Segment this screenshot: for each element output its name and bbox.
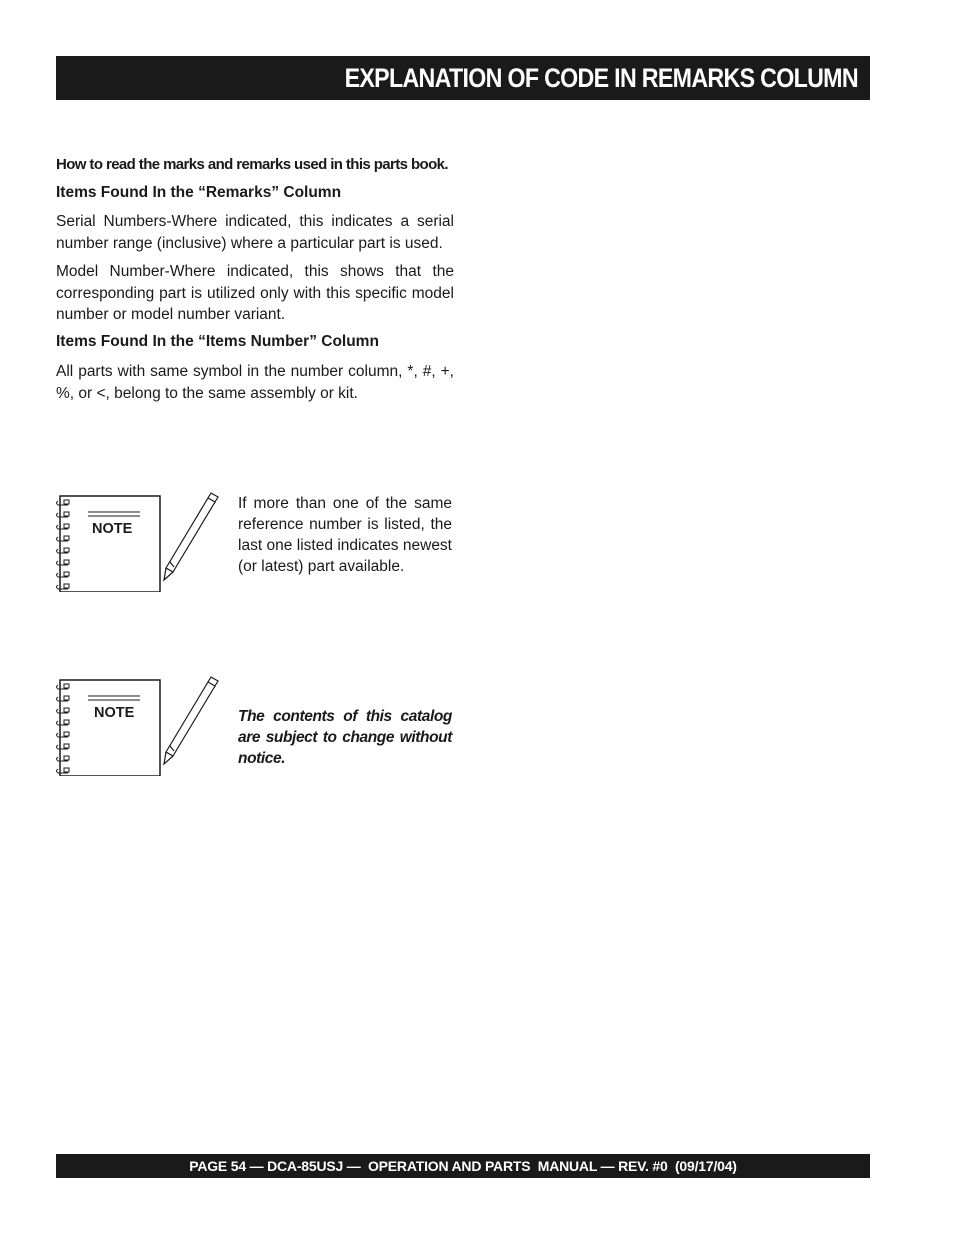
remarks-heading: Items Found In the “Remarks” Column	[56, 184, 342, 201]
note-label: NOTE	[94, 705, 135, 721]
symbols-paragraph: All parts with same symbol in the number column, *, #, +, %, or <, belong to the same assembly or kit.	[56, 363, 454, 402]
note-notepad-icon	[56, 492, 222, 592]
serial-numbers-paragraph: Serial Numbers-Where indicated, this indicates a serial number range (inclusive) where a particular part is used.	[56, 213, 454, 252]
page-title: EXPLANATION OF CODE IN REMARKS COLUMN	[344, 62, 858, 93]
note-text: The contents of this catalog are subject to change without notice.	[238, 708, 452, 767]
pencil-icon	[164, 493, 218, 580]
note-notepad-icon	[56, 676, 222, 776]
page-footer	[56, 1154, 870, 1178]
note-text: If more than one of the same reference number is listed, the last one listed indicates newest (or latest) part available.	[238, 495, 452, 575]
model-number-paragraph: Model Number-Where indicated, this shows that the corresponding part is utilized only with this specific model number or model number variant.	[56, 263, 454, 323]
items-number-heading: Items Found In the “Items Number” Column	[56, 333, 379, 350]
pencil-icon	[164, 677, 218, 764]
lead-text: How to read the marks and remarks used in this parts book.	[56, 156, 448, 173]
footer-text: PAGE 54 — DCA-85USJ — OPERATION AND PARTS MANUAL — REV. #0 (09/17/04)	[189, 1158, 737, 1174]
page-title-bar	[56, 56, 870, 100]
note-label: NOTE	[92, 521, 133, 537]
